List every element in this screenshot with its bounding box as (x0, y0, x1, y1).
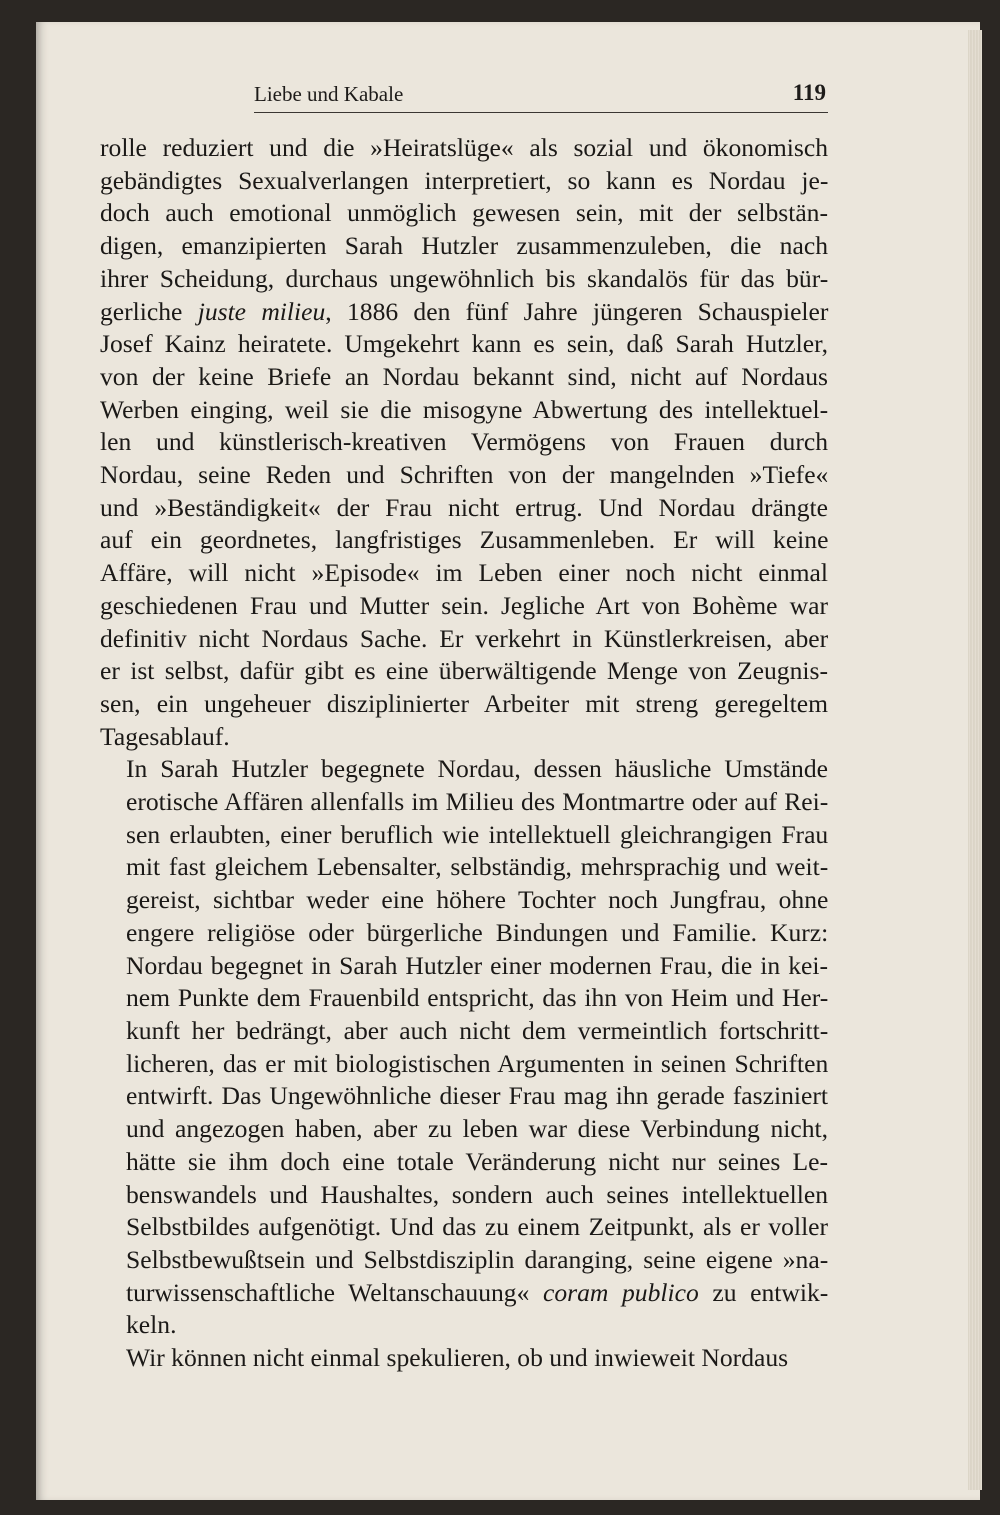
text-line (100, 1244, 828, 1277)
text-run: Josef Kainz heiratete. Umgekehrt kann es sein, daß Sarah Hutzler, (100, 329, 828, 359)
text-line (100, 459, 828, 492)
text-run: engere religiöse oder bürgerliche Bindungen und Familie. Kurz: (126, 917, 829, 947)
text-line (100, 524, 828, 557)
text-run: von der keine Briefe an Nordau bekannt sind, nicht auf Nordaus (100, 361, 828, 391)
paragraph (100, 132, 828, 753)
text-line (100, 590, 828, 623)
text-line (100, 1146, 828, 1179)
text-run: benswandels und Haushaltes, sondern auch seines intellektuellen (126, 1179, 828, 1209)
text-run: gereist, sichtbar weder eine höhere Tochter noch Jungfrau, ohne (126, 885, 829, 915)
text-run: sen, ein ungeheuer disziplinierter Arbeiter mit streng geregeltem (100, 688, 828, 718)
text-run: In Sarah Hutzler begegnete Nordau, dessen häusliche Umstände (126, 754, 828, 784)
text-line (100, 917, 828, 950)
body-text (100, 132, 828, 1375)
text-run: Werben einging, weil sie die misogyne Abwertung des intellektuel- (100, 394, 829, 424)
text-line (100, 753, 828, 786)
text-run: und »Beständigkeit« der Frau nicht ertrug. Und Nordau drängte (100, 492, 828, 522)
paragraph (100, 1342, 828, 1375)
text-line (100, 230, 828, 263)
text-run: Selbstbildes aufgenötigt. Und das zu einem Zeitpunkt, als er voller (126, 1212, 829, 1242)
text-run: len und künstlerisch-kreativen Vermögens von Frauen durch (100, 427, 828, 457)
text-run: gebändigtes Sexualverlangen interpretiert, so kann es Nordau je- (100, 165, 829, 195)
text-line (100, 721, 828, 754)
italic-text: juste milieu (197, 296, 326, 326)
text-line (100, 426, 828, 459)
text-run: , 1886 den fünf Jahre jüngeren Schauspieler (325, 296, 829, 326)
text-line (100, 1015, 828, 1048)
text-line (100, 1211, 828, 1244)
page-edge (968, 30, 982, 1490)
text-run: digen, emanzipierten Sarah Hutzler zusammenzuleben, die nach (100, 231, 828, 261)
text-run: Affäre, will nicht »Episode« im Leben einer noch nicht einmal (100, 558, 829, 588)
text-line (100, 197, 828, 230)
text-line (100, 1080, 828, 1113)
text-line (100, 361, 828, 394)
text-run: Selbstbewußtsein und Selbstdisziplin daranging, seine eigene »na- (126, 1244, 829, 1274)
text-line (100, 950, 828, 983)
page-number: 119 (792, 80, 826, 105)
text-line (100, 1277, 828, 1310)
text-run: geschiedenen Frau und Mutter sein. Jegliche Art von Bohème war (100, 590, 828, 620)
text-run: hätte sie ihm doch eine totale Veränderung nicht nur seines Le- (126, 1146, 828, 1176)
text-line (100, 328, 828, 361)
text-line (100, 819, 828, 852)
text-line (100, 851, 828, 884)
text-run: doch auch emotional unmöglich gewesen sein, mit der selbstän- (100, 198, 828, 228)
text-line (100, 1342, 828, 1375)
text-line (100, 296, 828, 329)
text-line (100, 1179, 828, 1212)
text-run: turwissenschaftliche Weltanschauung« (126, 1277, 543, 1307)
italic-text: coram publico (543, 1277, 699, 1307)
text-run: zu entwik- (698, 1277, 829, 1307)
text-run: Nordau begegnet in Sarah Hutzler einer modernen Frau, die in kei- (126, 950, 828, 980)
text-line (100, 1048, 828, 1081)
text-run: entwirft. Das Ungewöhnliche dieser Frau mag ihn gerade fasziniert (126, 1081, 828, 1111)
text-run: und angezogen haben, aber zu leben war diese Verbindung nicht, (126, 1114, 829, 1144)
text-line (100, 1113, 828, 1146)
text-line (100, 165, 828, 198)
text-run: kunft her bedrängt, aber auch nicht dem vermeintlich fortschritt- (126, 1015, 829, 1045)
text-run: rolle reduziert und die »Heiratslüge« als sozial und ökonomisch (100, 133, 828, 162)
text-line (100, 394, 828, 427)
running-head (254, 82, 828, 113)
text-run: keln. (126, 1310, 177, 1340)
text-run: Tagesablauf. (100, 721, 230, 751)
text-line (100, 132, 828, 165)
text-run: auf ein geordnetes, langfristiges Zusammenleben. Er will keine (100, 525, 829, 555)
text-line (100, 623, 828, 656)
text-run: Nordau, seine Reden und Schriften von der mangelnden »Tiefe« (100, 460, 829, 490)
text-run: mit fast gleichem Lebensalter, selbständig, mehrsprachig und weit- (126, 852, 829, 882)
text-line (100, 492, 828, 525)
text-run: nem Punkte dem Frauenbild entspricht, das ihn von Heim und Her- (126, 983, 829, 1013)
text-line (100, 557, 828, 590)
text-run: licheren, das er mit biologistischen Argumenten in seinen Schriften (126, 1048, 829, 1078)
text-run: sen erlaubten, einer beruflich wie intellektuell gleichrangigen Frau (126, 819, 829, 849)
text-run: gerliche (100, 296, 198, 326)
text-run: Wir können nicht einmal spekulieren, ob und inwieweit Nordaus (126, 1343, 789, 1373)
text-line (100, 1309, 828, 1342)
text-run: definitiv nicht Nordaus Sache. Er verkehrt in Künstlerkreisen, aber (100, 623, 829, 653)
text-line (100, 982, 828, 1015)
text-line (100, 655, 828, 688)
text-run: ihrer Scheidung, durchaus ungewöhnlich bis skandalös für das bür- (100, 263, 829, 293)
text-line (100, 688, 828, 721)
text-line (100, 884, 828, 917)
text-line (100, 786, 828, 819)
text-run: erotische Affären allenfalls im Milieu des Montmartre oder auf Rei- (126, 787, 829, 817)
paragraph (100, 753, 828, 1342)
text-run: er ist selbst, dafür gibt es eine überwältigende Menge von Zeugnis- (100, 656, 828, 686)
running-head-title: Liebe und Kabale (254, 82, 404, 106)
text-line (100, 263, 828, 296)
